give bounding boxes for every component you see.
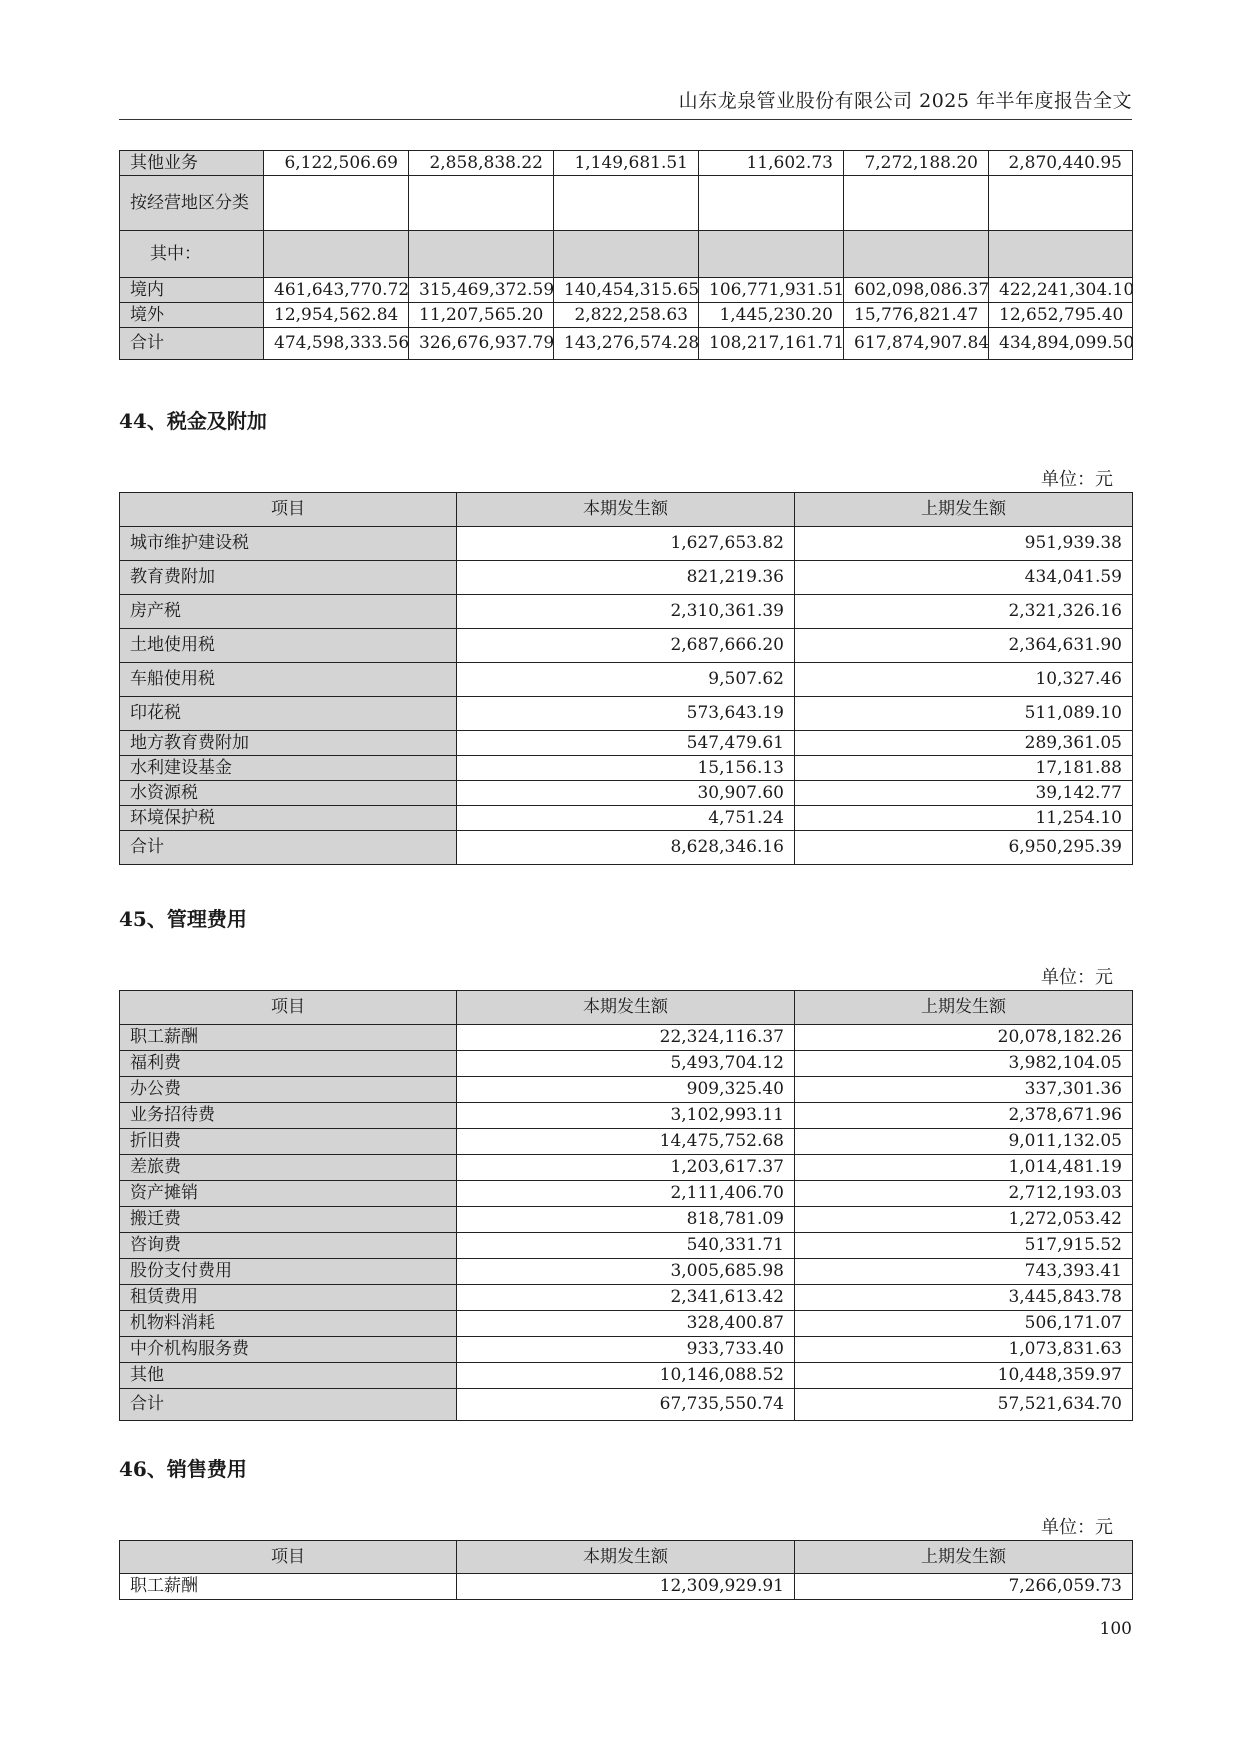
selling-expense-table (119, 1540, 1133, 1600)
table-row (120, 1025, 1133, 1051)
section-title: 46、销售费用 (119, 1457, 247, 1481)
cell-value (989, 231, 1133, 278)
table-header-row (120, 1541, 1133, 1574)
column-header: 上期发生额 (795, 991, 1133, 1025)
table-row (120, 1259, 1133, 1285)
cell-value: 818,781.09 (457, 1207, 795, 1233)
table-header-row (120, 991, 1133, 1025)
table-row (120, 1363, 1133, 1389)
cell-value: 3,445,843.78 (795, 1285, 1133, 1311)
row-label: 咨询费 (120, 1233, 457, 1259)
unit-label: 单位：元 (1041, 967, 1113, 988)
cell-value: 6,122,506.69 (264, 151, 409, 176)
cell-value: 328,400.87 (457, 1311, 795, 1337)
row-label: 其他业务 (120, 151, 264, 176)
cell-value: 140,454,315.65 (554, 278, 699, 303)
cell-value: 12,652,795.40 (989, 303, 1133, 328)
cell-value: 461,643,770.72 (264, 278, 409, 303)
table-row (120, 231, 1133, 278)
table-row (120, 1181, 1133, 1207)
cell-value (844, 176, 989, 231)
cell-value: 1,203,617.37 (457, 1155, 795, 1181)
cell-value: 3,005,685.98 (457, 1259, 795, 1285)
cell-value: 11,602.73 (699, 151, 844, 176)
row-label: 其他 (120, 1363, 457, 1389)
row-label: 城市维护建设税 (120, 527, 457, 561)
table-row (120, 1337, 1133, 1363)
row-label: 地方教育费附加 (120, 731, 457, 756)
cell-value: 20,078,182.26 (795, 1025, 1133, 1051)
cell-value (699, 231, 844, 278)
running-header: 山东龙泉管业股份有限公司 2025 年半年度报告全文 (678, 90, 1132, 112)
table-row (120, 731, 1133, 756)
cell-value: 10,146,088.52 (457, 1363, 795, 1389)
cell-value: 821,219.36 (457, 561, 795, 595)
cell-value: 143,276,574.28 (554, 328, 699, 360)
cell-value: 289,361.05 (795, 731, 1133, 756)
cell-value: 909,325.40 (457, 1077, 795, 1103)
cell-value: 2,378,671.96 (795, 1103, 1133, 1129)
revenue-table (119, 150, 1133, 360)
row-label: 合计 (120, 328, 264, 360)
cell-value: 933,733.40 (457, 1337, 795, 1363)
table-row (120, 527, 1133, 561)
cell-value: 57,521,634.70 (795, 1389, 1133, 1421)
unit-label: 单位：元 (1041, 1517, 1113, 1538)
row-label: 折旧费 (120, 1129, 457, 1155)
row-label: 合计 (120, 1389, 457, 1421)
cell-value: 17,181.88 (795, 756, 1133, 781)
cell-value: 1,627,653.82 (457, 527, 795, 561)
table-row (120, 151, 1133, 176)
cell-value: 2,822,258.63 (554, 303, 699, 328)
table-row (120, 1077, 1133, 1103)
row-label: 境内 (120, 278, 264, 303)
page-number: 100 (1099, 1619, 1132, 1639)
cell-value: 506,171.07 (795, 1311, 1133, 1337)
table-row-total (120, 831, 1133, 865)
row-label: 车船使用税 (120, 663, 457, 697)
cell-value (699, 176, 844, 231)
column-header: 本期发生额 (457, 1541, 795, 1574)
table-row (120, 806, 1133, 831)
table-row (120, 561, 1133, 595)
table-row (120, 1051, 1133, 1077)
column-header: 本期发生额 (457, 493, 795, 527)
cell-value: 337,301.36 (795, 1077, 1133, 1103)
cell-value: 602,098,086.37 (844, 278, 989, 303)
row-label: 租赁费用 (120, 1285, 457, 1311)
table-row (120, 278, 1133, 303)
table-row (120, 1285, 1133, 1311)
table-row (120, 1233, 1133, 1259)
column-header: 项目 (120, 991, 457, 1025)
row-label: 搬迁费 (120, 1207, 457, 1233)
cell-value: 1,272,053.42 (795, 1207, 1133, 1233)
cell-value: 39,142.77 (795, 781, 1133, 806)
row-label: 水利建设基金 (120, 756, 457, 781)
cell-value: 511,089.10 (795, 697, 1133, 731)
cell-value (409, 176, 554, 231)
cell-value: 4,751.24 (457, 806, 795, 831)
table-row (120, 756, 1133, 781)
cell-value: 743,393.41 (795, 1259, 1133, 1285)
cell-value: 9,507.62 (457, 663, 795, 697)
row-label: 合计 (120, 831, 457, 865)
cell-value (409, 231, 554, 278)
cell-value: 11,207,565.20 (409, 303, 554, 328)
cell-value: 15,156.13 (457, 756, 795, 781)
cell-value: 434,894,099.50 (989, 328, 1133, 360)
cell-value: 8,628,346.16 (457, 831, 795, 865)
cell-value: 2,712,193.03 (795, 1181, 1133, 1207)
cell-value: 326,676,937.79 (409, 328, 554, 360)
cell-value: 617,874,907.84 (844, 328, 989, 360)
cell-value: 7,266,059.73 (795, 1574, 1133, 1600)
cell-value: 15,776,821.47 (844, 303, 989, 328)
cell-value: 315,469,372.59 (409, 278, 554, 303)
table-row (120, 697, 1133, 731)
row-label: 其中： (120, 231, 264, 278)
table-row (120, 303, 1133, 328)
tax-surcharge-table (119, 492, 1133, 865)
unit-label: 单位：元 (1041, 469, 1113, 490)
cell-value: 1,149,681.51 (554, 151, 699, 176)
table-row (120, 663, 1133, 697)
table-row-total (120, 1389, 1133, 1421)
cell-value: 2,858,838.22 (409, 151, 554, 176)
column-header: 上期发生额 (795, 493, 1133, 527)
cell-value: 6,950,295.39 (795, 831, 1133, 865)
cell-value: 540,331.71 (457, 1233, 795, 1259)
cell-value: 434,041.59 (795, 561, 1133, 595)
column-header: 项目 (120, 1541, 457, 1574)
cell-value: 10,327.46 (795, 663, 1133, 697)
cell-value: 106,771,931.51 (699, 278, 844, 303)
section-title: 44、税金及附加 (119, 409, 267, 433)
cell-value: 2,341,613.42 (457, 1285, 795, 1311)
row-label: 水资源税 (120, 781, 457, 806)
row-label: 中介机构服务费 (120, 1337, 457, 1363)
cell-value: 5,493,704.12 (457, 1051, 795, 1077)
row-label: 职工薪酬 (120, 1025, 457, 1051)
cell-value: 1,014,481.19 (795, 1155, 1133, 1181)
row-label: 职工薪酬 (120, 1574, 457, 1600)
table-row (120, 1155, 1133, 1181)
row-label: 环境保护税 (120, 806, 457, 831)
cell-value: 3,982,104.05 (795, 1051, 1133, 1077)
cell-value: 67,735,550.74 (457, 1389, 795, 1421)
row-label: 资产摊销 (120, 1181, 457, 1207)
cell-value: 7,272,188.20 (844, 151, 989, 176)
cell-value: 547,479.61 (457, 731, 795, 756)
cell-value (554, 231, 699, 278)
column-header: 项目 (120, 493, 457, 527)
cell-value: 12,309,929.91 (457, 1574, 795, 1600)
row-label: 办公费 (120, 1077, 457, 1103)
cell-value: 30,907.60 (457, 781, 795, 806)
table-row (120, 1574, 1133, 1600)
row-label: 股份支付费用 (120, 1259, 457, 1285)
cell-value: 14,475,752.68 (457, 1129, 795, 1155)
cell-value: 12,954,562.84 (264, 303, 409, 328)
cell-value (264, 176, 409, 231)
row-label: 业务招待费 (120, 1103, 457, 1129)
table-row (120, 595, 1133, 629)
table-row (120, 1207, 1133, 1233)
row-label: 境外 (120, 303, 264, 328)
cell-value: 474,598,333.56 (264, 328, 409, 360)
cell-value: 2,111,406.70 (457, 1181, 795, 1207)
row-label: 教育费附加 (120, 561, 457, 595)
table-row (120, 1311, 1133, 1337)
row-label: 福利费 (120, 1051, 457, 1077)
cell-value: 422,241,304.10 (989, 278, 1133, 303)
cell-value: 517,915.52 (795, 1233, 1133, 1259)
table-row (120, 176, 1133, 231)
table-row (120, 1103, 1133, 1129)
admin-expense-table (119, 990, 1133, 1421)
table-row (120, 1129, 1133, 1155)
cell-value: 9,011,132.05 (795, 1129, 1133, 1155)
cell-value: 2,870,440.95 (989, 151, 1133, 176)
row-label: 机物料消耗 (120, 1311, 457, 1337)
cell-value: 11,254.10 (795, 806, 1133, 831)
cell-value: 10,448,359.97 (795, 1363, 1133, 1389)
cell-value: 2,364,631.90 (795, 629, 1133, 663)
cell-value: 573,643.19 (457, 697, 795, 731)
column-header: 本期发生额 (457, 991, 795, 1025)
cell-value: 1,445,230.20 (699, 303, 844, 328)
header-divider (119, 119, 1132, 120)
cell-value: 951,939.38 (795, 527, 1133, 561)
table-row (120, 781, 1133, 806)
cell-value: 2,321,326.16 (795, 595, 1133, 629)
cell-value: 22,324,116.37 (457, 1025, 795, 1051)
column-header: 上期发生额 (795, 1541, 1133, 1574)
cell-value: 2,687,666.20 (457, 629, 795, 663)
section-title: 45、管理费用 (119, 907, 247, 931)
table-row-total (120, 328, 1133, 360)
cell-value (264, 231, 409, 278)
cell-value: 108,217,161.71 (699, 328, 844, 360)
cell-value (844, 231, 989, 278)
row-label: 房产税 (120, 595, 457, 629)
row-label: 土地使用税 (120, 629, 457, 663)
table-row (120, 629, 1133, 663)
cell-value: 2,310,361.39 (457, 595, 795, 629)
cell-value: 3,102,993.11 (457, 1103, 795, 1129)
cell-value (989, 176, 1133, 231)
row-label: 按经营地区分类 (120, 176, 264, 231)
row-label: 印花税 (120, 697, 457, 731)
cell-value: 1,073,831.63 (795, 1337, 1133, 1363)
table-header-row (120, 493, 1133, 527)
cell-value (554, 176, 699, 231)
row-label: 差旅费 (120, 1155, 457, 1181)
